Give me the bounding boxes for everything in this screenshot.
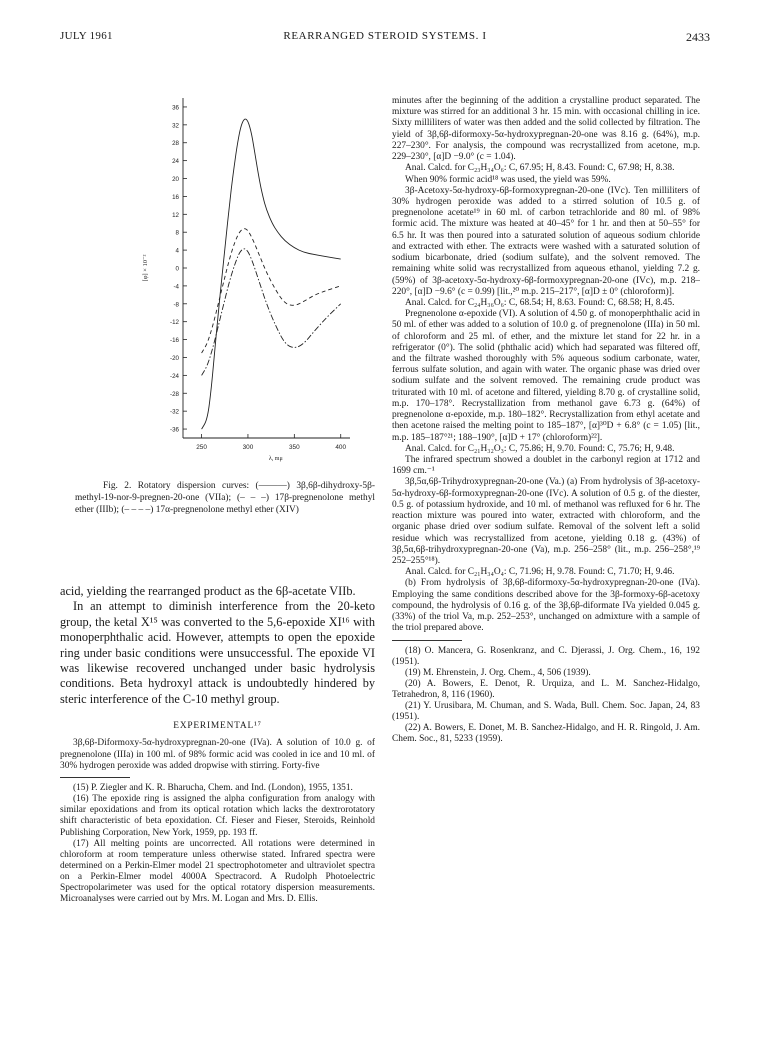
x-tick-label: 300	[242, 444, 254, 451]
y-tick-label: -8	[173, 301, 179, 309]
y-tick-label: -32	[170, 408, 179, 416]
header-date: JULY 1961	[60, 30, 113, 42]
paragraph: When 90% formic acid¹⁸ was used, the yield was 59%.	[405, 174, 611, 185]
series-line-dashed	[202, 229, 341, 353]
paragraph-experimental: 3β,6β-Diformoxy-5α-hydroxypregnan-20-one (IVa). A solution of 10.0 g. of pregnenolone (IIIa) in 100 ml. of 98% formic acid was cooled in ice and 10 ml. of 30% hydrogen peroxide was added dropwise with stirring. Forty-five	[60, 738, 375, 771]
footnotes-right	[392, 646, 700, 746]
rotatory-dispersion-chart	[135, 88, 370, 478]
paragraph-continued: acid, yielding the rearranged product as the 6β-acetate VIIb.	[60, 584, 356, 598]
paragraph-analysis: Anal. Calcd. for C₂₃H₃₄O₆: C, 67.95; H, 8.43. Found: C, 67.98; H, 8.38.	[405, 163, 675, 174]
x-tick-label: 350	[288, 444, 300, 451]
y-tick-label: -28	[170, 390, 179, 398]
paragraph-analysis: Anal. Calcd. for C₂₁H₃₄O₄: C, 71.96; H, 9.78. Found: C, 71.70; H, 9.46.	[405, 567, 675, 578]
y-tick-label: -20	[170, 354, 179, 362]
page-header	[60, 30, 710, 46]
y-tick-label: 4	[175, 247, 179, 255]
y-tick-label: 20	[172, 176, 179, 184]
footnote-rule	[392, 640, 462, 641]
y-tick-label: 16	[172, 193, 179, 201]
y-tick-label: 8	[175, 229, 179, 237]
y-tick-label: 0	[175, 265, 179, 273]
footnote: (17) All melting points are uncorrected. All rotations were determined in chloroform at room temperature unless otherwise stated. Infrared spectra were determined on a Perkin-Elmer model 21 spectrophotometer and ultraviolet spectra on a Perkin-Elmer model 4000A Spectracord. A Rudolph Photoelectric Spectropolarimeter was used for the optical rotatory dispersion measurements. Microanalyses were carried out by Mrs. M. Logan and Mrs. D. Ellis.	[60, 838, 375, 905]
figure-caption: Fig. 2. Rotatory dispersion curves: (———) 3β,6β-dihydroxy-5β-methyl-19-nor-9-pregnen-20-one (VIIa); (– – –) 17β-pregnenolone methyl ether (IIIb); (– – – –) 17α-pregnenolone methyl ether (XIV)	[75, 481, 375, 516]
y-tick-label: 36	[172, 104, 179, 112]
paragraph-analysis: Anal. Calcd. for C₂₄H₃₆O₆: C, 68.54; H, 8.63. Found: C, 68.58; H, 8.45.	[405, 297, 675, 308]
x-tick-label: 250	[196, 444, 207, 451]
paragraph-analysis: Anal. Calcd. for C₂₁H₃₂O₃: C, 75.86; H, 9.70. Found: C, 75.76; H, 9.48.	[405, 443, 675, 454]
y-tick-label: -12	[170, 319, 179, 327]
footnote: (22) A. Bowers, E. Donet, M. B. Sanchez-Hidalgo, and H. R. Ringold, J. Am. Chem. Soc., 81, 5233 (1959).	[392, 723, 700, 745]
header-running-title: REARRANGED STEROID SYSTEMS. I	[283, 30, 487, 42]
footnote: (15) P. Ziegler and K. R. Bharucha, Chem. and Ind. (London), 1955, 1351.	[73, 783, 353, 794]
x-tick-label: 400	[335, 444, 347, 451]
y-tick-label: 28	[172, 140, 179, 148]
paragraph: Pregnenolone α-epoxide (VI). A solution of 4.50 g. of monoperphthalic acid in 50 ml. of ether was added to a solution of 10.0 g. of pregnenolone (IIIa) in 50 ml. of chloroform and 25 ml. of ether, and the mixture let stand for 22 hr. in a refrigerator (0°). The solid (phthalic acid) which had separated was filtered off, and the filtrate washed thoroughly with 5% aqueous sodium carbonate, water, ferrous sulfate solution, and again with water. The organic phase was dried over sodium sulfate and the solvent removed. The remaining crude product was triturated with 10 ml. of acetone and filtered, yielding 8.70 g. of crystalline solid, m.p. 170–178°. Recrystallization from methanol gave 6.73 g. (64%) of pregnenolone α-epoxide, m.p. 180–182°. Recrystallization from ethyl acetate and then acetone raised the melting point to 185–187°, [α]³⁰D + 6.8° (c = 1.05) [lit., m.p. 185–187°²¹; 188–190°, [α]D + 17° (chloroform)²²].	[392, 309, 700, 443]
footnote-rule	[60, 777, 130, 778]
footnotes-left	[60, 783, 375, 905]
series-line-solid	[202, 119, 341, 429]
paragraph: The infrared spectrum showed a doublet in the carbonyl region at 1712 and 1699 cm.⁻¹	[392, 455, 700, 477]
left-column	[60, 584, 375, 905]
footnote: (16) The epoxide ring is assigned the alpha configuration from analogy with similar epoxidations and from its optical rotation which lacks the dextrorotatory shift characteristic of beta epoxidation. Cf. Fieser and Fieser, Steroids, Reinhold Publishing Corporation, New York, 1959, pp. 193 ff.	[60, 794, 375, 838]
y-tick-label: 24	[172, 158, 179, 166]
paragraph: (b) From hydrolysis of 3β,6β-diformoxy-5α-hydroxypregnan-20-one (IVa). Employing the same conditions described above for the 3β-formoxy-6β-acetoxy compound, the hydrolysis of 0.16 g. of the 3β,6β-diformate IVa yielded 0.045 g. (33%) of the triol Va, m.p. 252–253°, unchanged on admixture with a sample of the triol prepared above.	[392, 578, 700, 634]
header-page-number: 2433	[686, 30, 710, 44]
paragraph-attempt: In an attempt to diminish interference from the 20-keto group, the ketal X¹⁵ was converted to the 5,6-epoxide XI¹⁶ with monoperphthalic acid. However, attempts to open the epoxide ring under basic conditions were unsuccessful. The epoxide VI was likewise recovered unchanged under basic hydrolysis conditions. Beta hydroxyl attack is undoubtedly hindered by steric interference of the C-10 methyl group.	[60, 599, 375, 706]
y-tick-label: -24	[170, 372, 179, 380]
right-column	[392, 96, 700, 745]
y-tick-label: -16	[170, 337, 179, 345]
footnote: (20) A. Bowers, E. Denot, R. Urquiza, and L. M. Sanchez-Hidalgo, Tetrahedron, 8, 116 (1960).	[392, 678, 700, 700]
y-axis-label: [φ] × 10⁻²	[142, 254, 149, 282]
paragraph: minutes after the beginning of the addition a crystalline product separated. The mixture was stirred for an additional 3 hr. 15 min. with occasional chilling in ice. Sixty milliliters of water was then added and the solid collected by filtration. The yield of 3β,6β-diformoxy-5α-hydroxypregnan-20-one was 8.16 g. (64%), m.p. 227–230°. For analysis, the compound was recrystallized from acetone, m.p. 229–230°, [α]D −9.0° (c = 1.04).	[392, 96, 700, 163]
footnote: (19) M. Ehrenstein, J. Org. Chem., 4, 506 (1939).	[405, 667, 591, 678]
experimental-heading: EXPERIMENTAL¹⁷	[173, 721, 262, 732]
y-tick-label: -4	[173, 283, 179, 291]
x-axis-label: λ, mμ	[268, 456, 283, 462]
y-tick-label: 32	[172, 122, 179, 130]
footnote: (18) O. Mancera, G. Rosenkranz, and C. Djerassi, J. Org. Chem., 16, 192 (1951).	[392, 645, 700, 667]
paragraph: 3β-Acetoxy-5α-hydroxy-6β-formoxypregnan-20-one (IVc). Ten milliliters of 30% hydrogen peroxide was added to a stirred solution of 10.5 g. of pregnenolone acetate¹⁹ in 60 ml. of carbon tetrachloride and 80 ml. of 98% formic acid. The mixture was heated at 40–45° for 1 hr. and then at 50–55° for 6.5 hr. It was then poured into a saturated solution of aqueous sodium chloride and extracted with ether. The extracts were washed with a saturated solution of sodium bicarbonate, dried (sodium sulfate), and the solvent removed. The remaining white solid was recrystallized from aqueous ethanol, yielding 7.2 g. (59%) of 3β-acetoxy-5α-hydroxy-6β-formoxypregnan-20-one (IVc), m.p. 218–220°, [α]D −9.6° (c = 0.99) [lit.,²⁰ m.p. 215–217°, [α]D ± 0° (chloroform)].	[392, 185, 700, 297]
footnote: (21) Y. Urusibara, M. Chuman, and S. Wada, Bull. Chem. Soc. Japan, 24, 83 (1951).	[392, 700, 700, 723]
y-tick-label: 12	[172, 211, 179, 219]
paragraph: 3β,5α,6β-Trihydroxypregnan-20-one (Va.) (a) From hydrolysis of 3β-acetoxy-5α-hydroxy-6β-formoxypregnan-20-one (IVc). A solution of 0.5 g. of the diester, 0.5 g. of potassium hydroxide, and 10 ml. of methanol was refluxed for 6 hr. The reaction mixture was poured into water, extracted with chloroform, and the organic phase dried over sodium sulfate. Removal of the solvent left a solid residue which was recrystallized from acetone, yielding 0.18 g. (43%) of 3β,5α,6β-trihydroxypregnan-20-one (Va), m.p. 256–258° (lit., m.p. 256–258°,¹⁹ 252–255°¹⁸).	[392, 477, 700, 566]
y-tick-label: -36	[170, 426, 179, 434]
figure-2	[135, 88, 370, 478]
